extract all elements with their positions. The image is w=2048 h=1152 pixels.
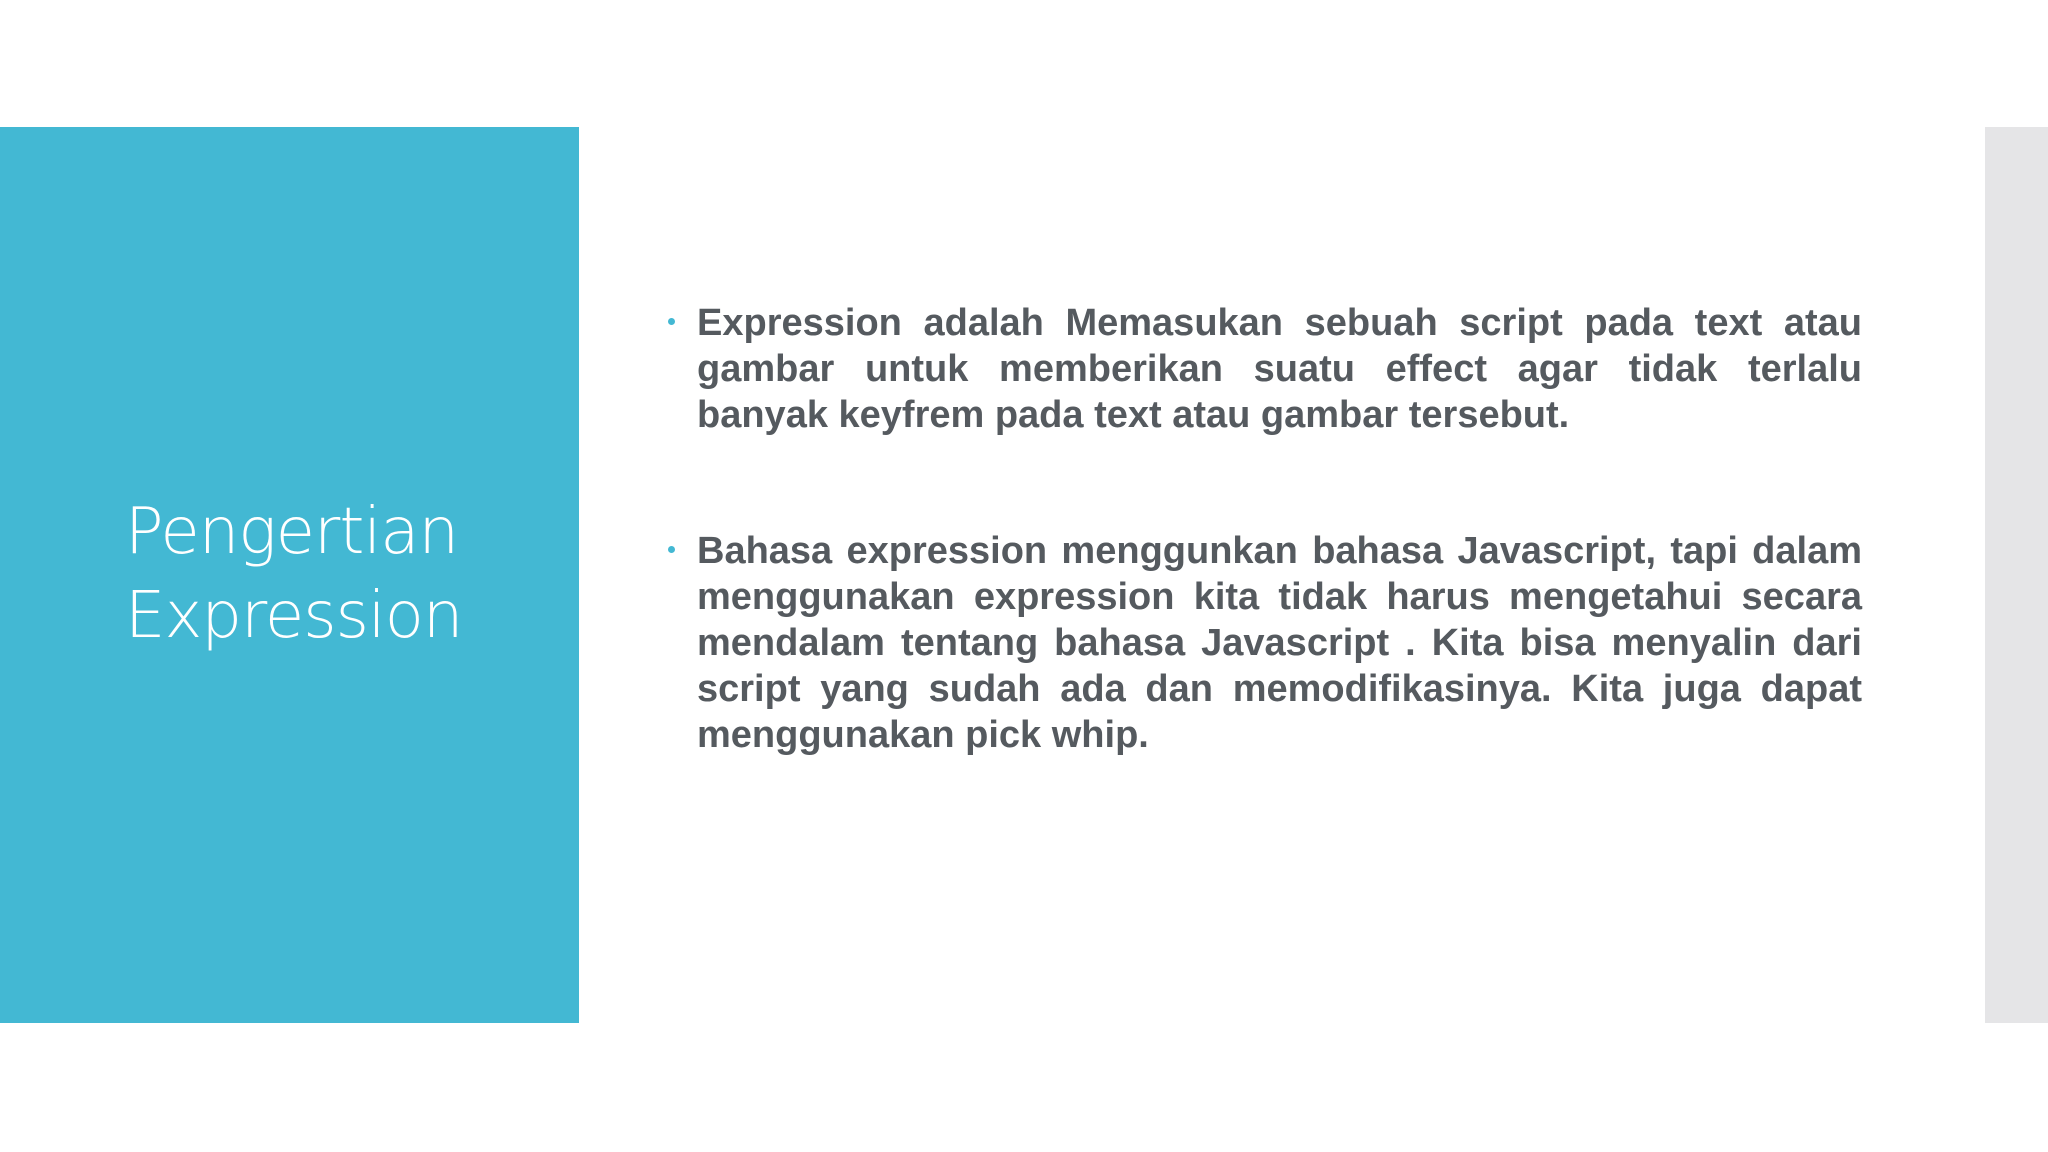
bullet-text: Bahasa expression menggunkan bahasa Javascript, tapi dalam menggunakan expression kita tidak harus mengetahui secara mendalam tentang bahasa Javascript . Kita bisa menyalin dari script yang sudah ada dan memodifikasinya. Kita juga dapat menggunakan pick whip. [697, 530, 1862, 756]
slide-title [125, 490, 565, 658]
right-side-strip [1985, 127, 2048, 1023]
bullet-item [662, 528, 1862, 758]
slide-title-line-2: Expression [125, 579, 463, 653]
bullet-dot-icon [668, 546, 675, 553]
bullet-item [662, 300, 1862, 438]
bullet-text: Expression adalah Memasukan sebuah script pada text atau gambar untuk memberikan suatu effect agar tidak terlalu banyak keyfrem pada text atau gambar tersebut. [697, 302, 1862, 436]
slide-content [662, 300, 1862, 848]
slide-title-line-1: Pengertian [125, 495, 458, 569]
bullet-dot-icon [668, 318, 675, 325]
